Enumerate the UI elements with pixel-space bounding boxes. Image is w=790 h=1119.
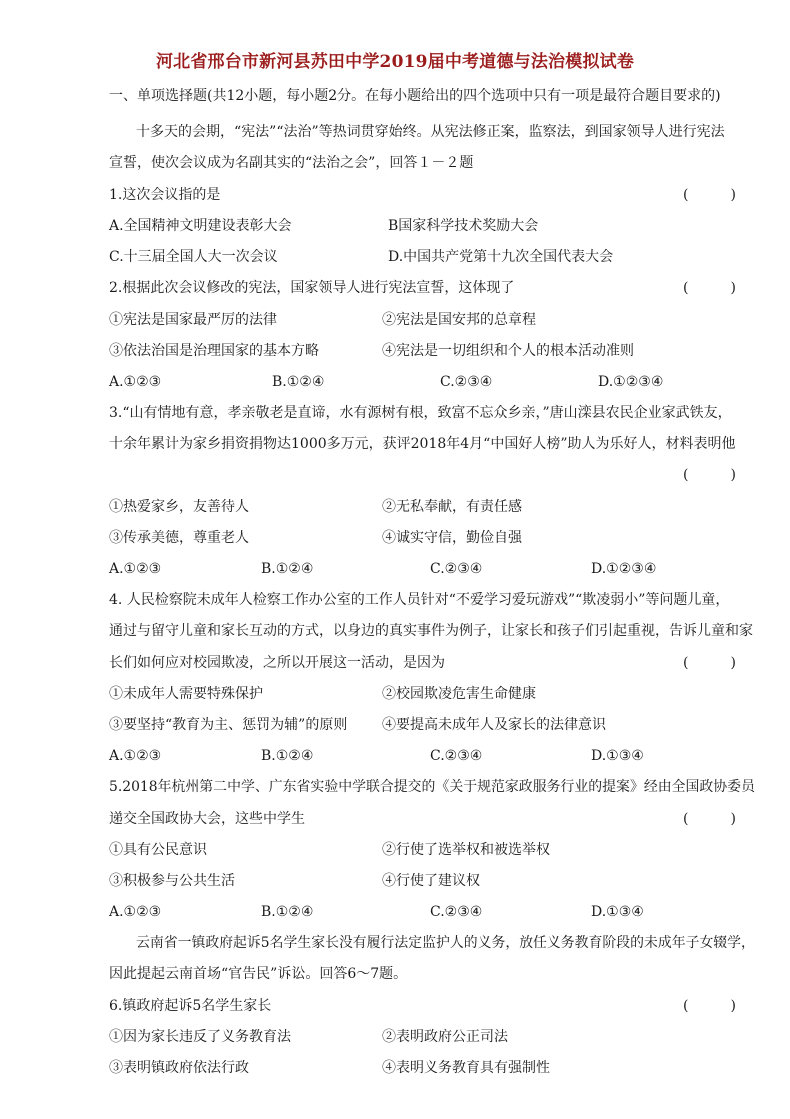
q2-option-d: D.①②③④ <box>598 374 664 390</box>
q3-statement-4: ④诚实守信，勤俭自强 <box>382 530 522 546</box>
q1-option-d: D.中国共产党第十九次全国代表大会 <box>388 249 614 265</box>
q3-answer-blank: ( ) <box>683 467 736 483</box>
q4-option-c: C.②③④ <box>430 748 483 764</box>
q4-statement-1: ①未成年人需要特殊保护 <box>109 686 263 702</box>
q1-option-a: A.全国精神文明建设表彰大会 <box>109 218 292 234</box>
q2-answer-blank: ( ) <box>683 280 736 296</box>
q3-line2: 十余年累计为家乡捐资捐物达1000多万元，获评2018年4月“中国好人榜”助人为乐好人，材料表明他 <box>109 436 736 452</box>
exam-title: 河北省邢台市新河县苏田中学2019届中考道德与法治模拟试卷 <box>155 52 635 72</box>
intro1-line1: 十多天的会期，“宪法”“法治”等热词贯穿始终。从宪法修正案，监察法，到国家领导人进行宪法 <box>136 124 725 140</box>
q2-option-b: B.①②④ <box>272 374 325 390</box>
q2-statement-3: ③依法治国是治理国家的基本方略 <box>109 343 319 359</box>
q4-option-d: D.①③④ <box>591 748 644 764</box>
q6-statement-2: ②表明政府公正司法 <box>382 1029 508 1045</box>
q1-answer-blank: ( ) <box>683 187 736 203</box>
intro2-line2: 因此提起云南首场“官告民”诉讼。回答6～7题。 <box>109 966 408 982</box>
q1-option-b: B国家科学技术奖励大会 <box>388 218 539 234</box>
q5-answer-blank: ( ) <box>683 811 736 827</box>
q3-option-a: A.①②③ <box>109 561 162 577</box>
q1-stem: 1.这次会议指的是 <box>109 187 221 203</box>
q6-answer-blank: ( ) <box>683 998 736 1014</box>
q5-option-c: C.②③④ <box>430 904 483 920</box>
q4-option-b: B.①②④ <box>261 748 314 764</box>
q3-option-b: B.①②④ <box>261 561 314 577</box>
q3-option-d: D.①②③④ <box>591 561 657 577</box>
q2-statement-4: ④宪法是一切组织和个人的根本活动准则 <box>382 343 634 359</box>
q6-statement-4: ④表明义务教育具有强制性 <box>382 1060 550 1076</box>
section-heading: 一、单项选择题(共12小题，每小题2分。在每小题给出的四个选项中只有一项是最符合题目要求的) <box>109 88 721 104</box>
q3-statement-2: ②无私奉献，有责任感 <box>382 499 522 515</box>
q5-statement-4: ④行使了建议权 <box>382 873 480 889</box>
q2-option-a: A.①②③ <box>109 374 162 390</box>
q4-line1: 4. 人民检察院未成年人检察工作办公室的工作人员针对“不爱学习爱玩游戏”“欺凌弱小”等问题儿童， <box>109 592 730 608</box>
q4-statement-4: ④要提高未成年人及家长的法律意识 <box>382 717 606 733</box>
q5-line1: 5.2018年杭州第二中学、广东省实验中学联合提交的《关于规范家政服务行业的提案》经由全国政协委员 <box>109 779 755 795</box>
q4-line3: 长们如何应对校园欺凌，之所以开展这一活动，是因为 <box>109 655 445 671</box>
q4-line2: 通过与留守儿童和家长互动的方式，以身边的真实事件为例子，让家长和孩子们引起重视，告诉儿童和家 <box>109 623 753 639</box>
q2-option-c: C.②③④ <box>440 374 493 390</box>
q2-statement-1: ①宪法是国家最严厉的法律 <box>109 312 277 328</box>
q3-statement-3: ③传承美德，尊重老人 <box>109 530 249 546</box>
q5-option-a: A.①②③ <box>109 904 162 920</box>
q4-answer-blank: ( ) <box>683 655 736 671</box>
q2-statement-2: ②宪法是国安邦的总章程 <box>382 312 536 328</box>
q3-statement-1: ①热爱家乡，友善待人 <box>109 499 249 515</box>
q4-option-a: A.①②③ <box>109 748 162 764</box>
q5-statement-3: ③积极参与公共生活 <box>109 873 235 889</box>
q2-stem: 2.根据此次会议修改的宪法，国家领导人进行宪法宣誓，这体现了 <box>109 280 515 296</box>
intro1-line2: 宣誓，使次会议成为名副其实的“法治之会”，回答１－２题 <box>109 155 474 171</box>
q5-statement-2: ②行使了选举权和被选举权 <box>382 842 550 858</box>
q6-statement-1: ①因为家长违反了义务教育法 <box>109 1029 291 1045</box>
intro2-line1: 云南省一镇政府起诉5名学生家长没有履行法定监护人的义务，放任义务教育阶段的未成年子女辍学， <box>136 935 755 951</box>
q1-option-c: C.十三届全国人大一次会议 <box>109 249 278 265</box>
q6-statement-3: ③表明镇政府依法行政 <box>109 1060 249 1076</box>
q5-option-b: B.①②④ <box>261 904 314 920</box>
q5-statement-1: ①具有公民意识 <box>109 842 207 858</box>
q5-line2: 递交全国政协大会，这些中学生 <box>109 811 305 827</box>
q3-line1: 3.“山有情地有意，孝亲敬老是直谛，水有源树有根，致富不忘众乡亲，”唐山滦县农民企业家武铁友， <box>109 405 732 421</box>
q3-option-c: C.②③④ <box>430 561 483 577</box>
q6-stem: 6.镇政府起诉5名学生家长 <box>109 998 272 1014</box>
q4-statement-3: ③要坚持“教育为主、惩罚为辅”的原则 <box>109 717 348 733</box>
q4-statement-2: ②校园欺凌危害生命健康 <box>382 686 536 702</box>
q5-option-d: D.①③④ <box>591 904 644 920</box>
